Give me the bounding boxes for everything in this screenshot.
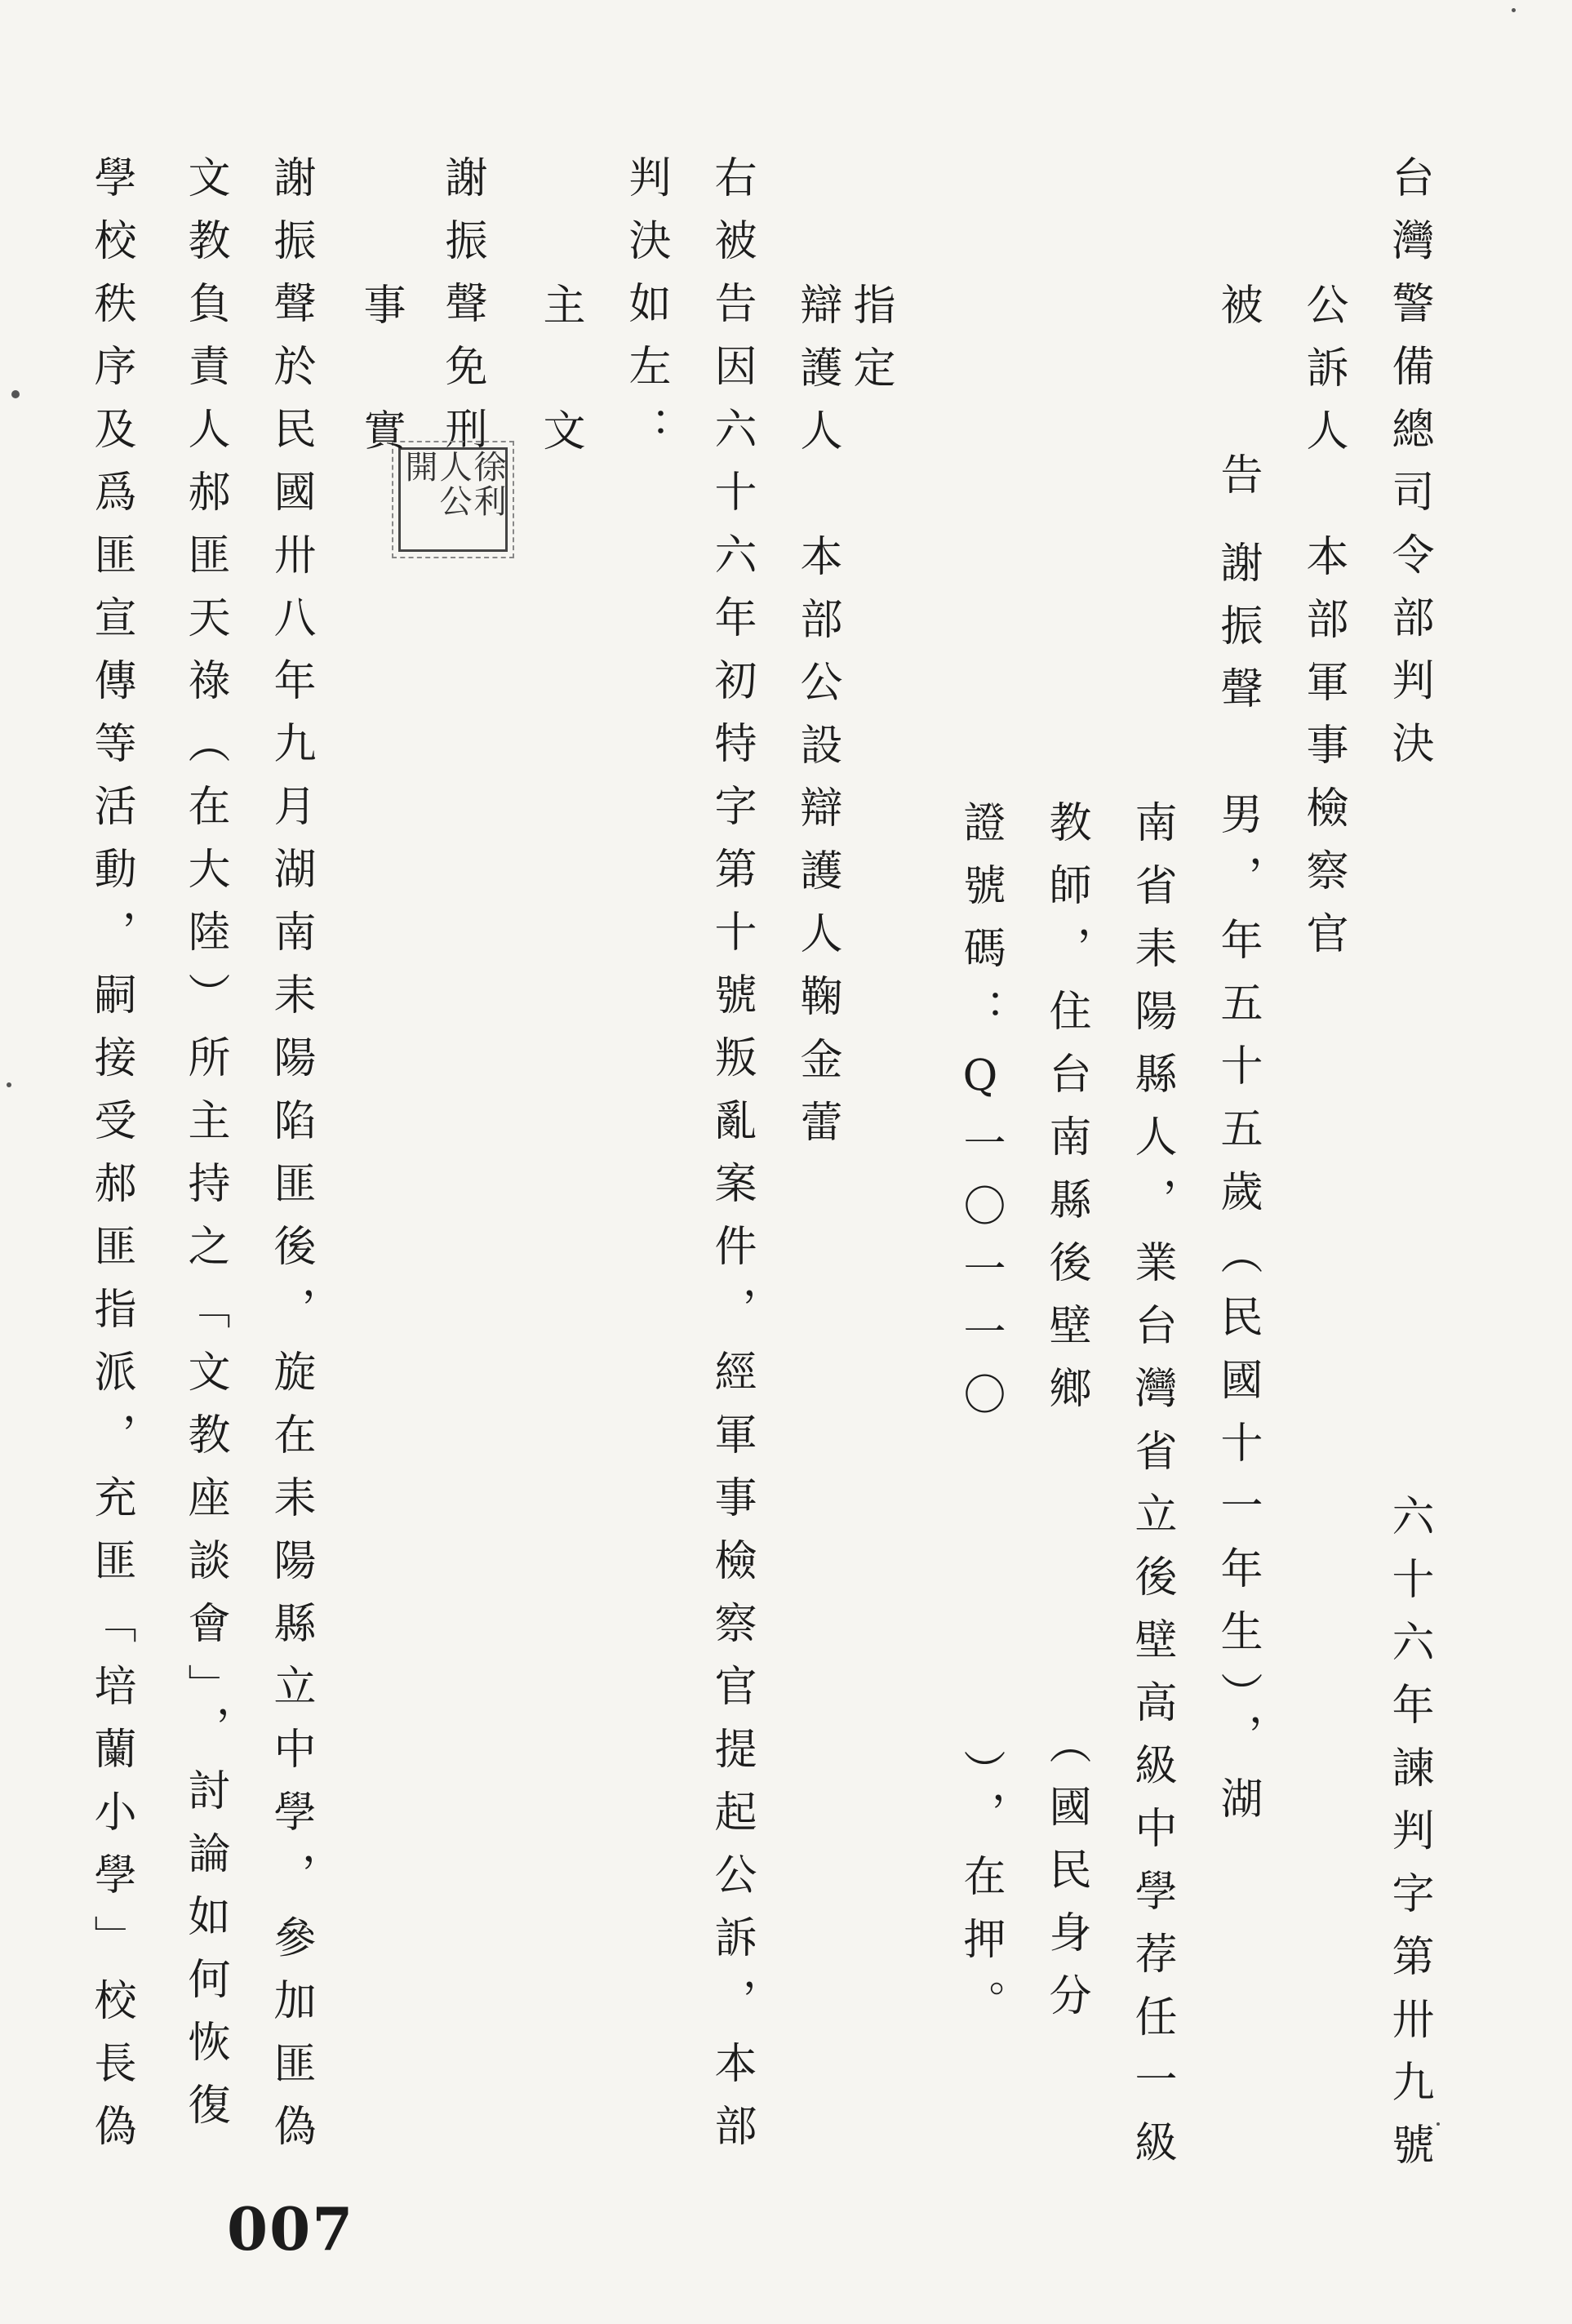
document-title: 台灣警備總司令部判決 <box>1384 155 1433 784</box>
facts-line: 謝振聲於民國卅八年九月湖南耒陽陷匪後，旋在耒陽縣立中學，參加匪偽 <box>266 155 315 2166</box>
main-heading: 主 文 <box>535 282 584 471</box>
page-number: 007 <box>227 2194 355 2264</box>
intro-line: 判決如左： <box>621 155 670 469</box>
defendant-label: 被 告 <box>1213 282 1262 537</box>
intro-line: 右被告因六十六年初特字第十號叛亂案件，經軍事檢察官提起公訴，本部 <box>707 155 756 2166</box>
facts-line: 文教負責人郝匪天祿（在大陸）所主持之「文教座談會」，討論如何恢復 <box>180 155 229 2145</box>
defense-designation: 指定 <box>846 282 895 408</box>
official-stamp <box>398 447 508 552</box>
scan-speck <box>1512 8 1516 12</box>
scan-speck <box>7 1082 11 1087</box>
defendant-info-line: 證號碼：Q一〇一一〇 ），在押。 <box>956 800 1005 2042</box>
defendant-info-line: 教師，住台南縣後壁鄉 （國民身分 <box>1041 800 1090 2036</box>
defense-counsel-line: 辯護人 本部公設辯護人鞠金蕾 <box>793 282 842 1162</box>
scan-speck <box>11 390 20 398</box>
defendant-info-line: 謝振聲 男，年五十五歲（民國十一年生），湖 <box>1213 540 1262 1839</box>
scan-speck <box>1437 2122 1440 2126</box>
facts-line: 學校秩序及爲匪宣傳等活動，嗣接受郝匪指派，充匪「培蘭小學」校長偽 <box>87 155 135 2166</box>
case-number: 六十六年諫判字第卅九號 <box>1384 1494 1433 2185</box>
facts-heading: 事 實 <box>356 282 405 471</box>
prosecutor-line: 公訴人 本部軍事檢察官 <box>1299 282 1348 974</box>
defendant-info-line: 南省耒陽縣人，業台灣省立後壁高級中學荐任一級 <box>1127 800 1176 2183</box>
sentence-line: 謝振聲免刑 <box>437 155 486 469</box>
stamp-text: 徐利人公開 <box>400 450 506 518</box>
